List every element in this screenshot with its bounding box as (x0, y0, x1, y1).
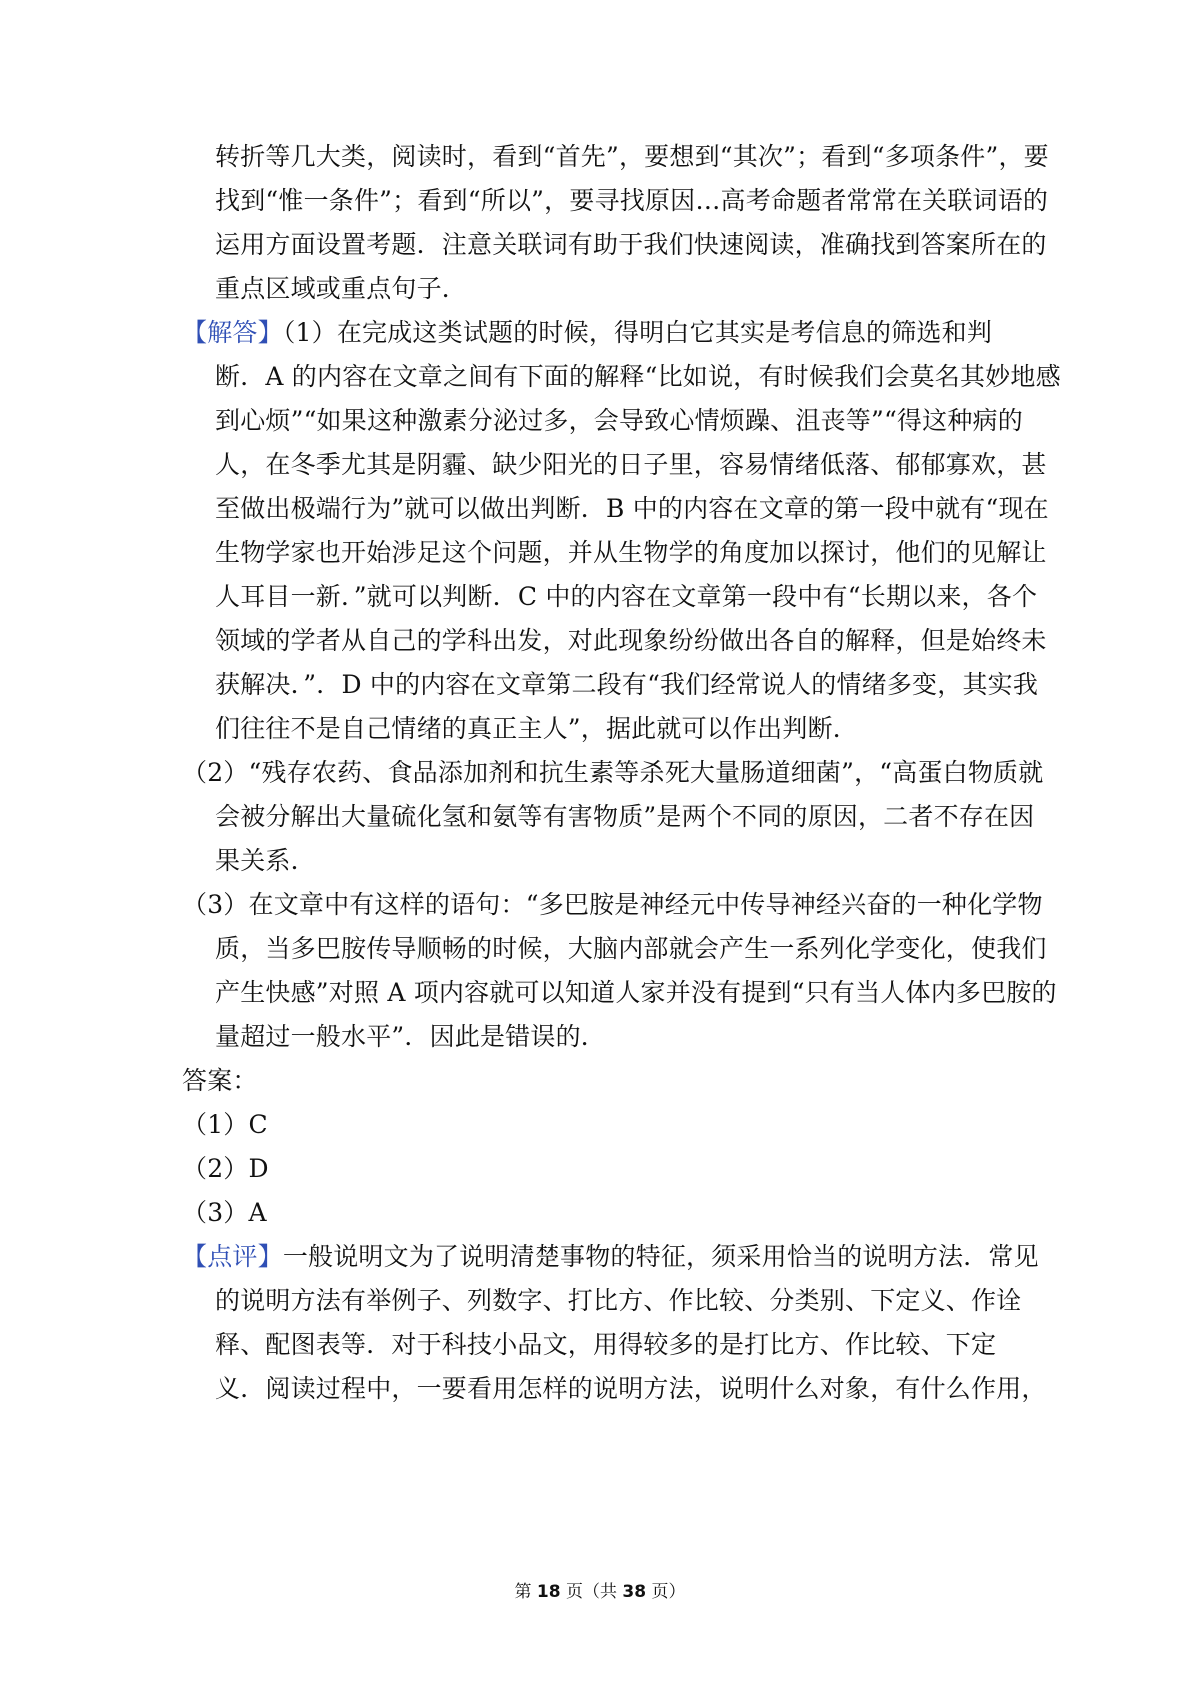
solution-line: 领域的学者从自己的学科出发，对此现象纷纷做出各自的解释，但是始终未 (215, 626, 1047, 655)
comment-tag: 【点评】 (182, 1242, 283, 1271)
page-footer (0, 1580, 1200, 1604)
answer-item: （1）C (182, 1110, 268, 1139)
answers-label: 答案： (182, 1066, 258, 1095)
analysis-line: 重点区域或重点句子． (215, 274, 468, 303)
footer-middle: 页（共 (566, 1582, 617, 1602)
part3-line: 质，当多巴胺传导顺畅的时候，大脑内部就会产生一系列化学变化，使我们 (215, 934, 1047, 963)
answer-item: （2）D (182, 1154, 269, 1183)
footer-page-number: 18 (536, 1582, 561, 1602)
comment-line: 释、配图表等．对于科技小品文，用得较多的是打比方、作比较、下定 (215, 1330, 997, 1359)
solution-line: 至做出极端行为”就可以做出判断．B 中的内容在文章的第一段中就有“现在 (215, 494, 1049, 523)
solution-line: 获解决．”．D 中的内容在文章第二段有“我们经常说人的情绪多变，其实我 (215, 670, 1039, 699)
solution-line: 们往往不是自己情绪的真正主人”，据此就可以作出判断． (215, 714, 858, 743)
solution-line: 到心烦”“如果这种激素分泌过多，会导致心情烦躁、沮丧等”“得这种病的 (215, 406, 1023, 435)
solution-tag: 【解答】 (182, 318, 283, 347)
analysis-line: 运用方面设置考题．注意关联词有助于我们快速阅读，准确找到答案所在的 (215, 230, 1047, 259)
part2-line: 果关系． (215, 846, 316, 875)
comment-line: 的说明方法有举例子、列数字、打比方、作比较、分类别、下定义、作诠 (215, 1286, 1022, 1315)
footer-prefix: 第 (514, 1582, 532, 1602)
comment-first-text: 一般说明文为了说明清楚事物的特征，须采用恰当的说明方法．常见 (282, 1242, 1039, 1271)
analysis-line: 找到“惟一条件”；看到“所以”，要寻找原因…高考命题者常常在关联词语的 (215, 186, 1049, 215)
part3-line: 产生快感”对照 A 项内容就可以知道人家并没有提到“只有当人体内多巴胺的 (215, 978, 1057, 1007)
solution-first-text: （1）在完成这类试题的时候，得明白它其实是考信息的筛选和判 (282, 318, 993, 347)
part2-first-line: （2）“残存农药、食品添加剂和抗生素等杀死大量肠道细菌”，“高蛋白物质就 (182, 758, 1044, 787)
footer-total-pages: 38 (622, 1582, 647, 1602)
analysis-line: 转折等几大类，阅读时，看到“首先”，要想到“其次”；看到“多项条件”，要 (215, 142, 1049, 171)
part3-line: 量超过一般水平”．因此是错误的． (215, 1022, 606, 1051)
comment-line: 义．阅读过程中，一要看用怎样的说明方法，说明什么对象，有什么作用， (215, 1374, 1047, 1403)
solution-line: 生物学家也开始涉足这个问题，并从生物学的角度加以探讨，他们的见解让 (215, 538, 1047, 567)
answer-item: （3）A (182, 1198, 267, 1227)
solution-first-line (182, 316, 992, 350)
solution-line: 断．A 的内容在文章之间有下面的解释“比如说，有时候我们会莫名其妙地感 (215, 362, 1061, 391)
footer-suffix: 页） (651, 1582, 686, 1602)
part3-first-line: （3）在文章中有这样的语句：“多巴胺是神经元中传导神经兴奋的一种化学物 (182, 890, 1043, 919)
comment-first-line (182, 1240, 1039, 1274)
solution-line: 人，在冬季尤其是阴霾、缺少阳光的日子里，容易情绪低落、郁郁寡欢，甚 (215, 450, 1047, 479)
solution-line: 人耳目一新．”就可以判断．C 中的内容在文章第一段中有“长期以来，各个 (215, 582, 1038, 611)
part2-line: 会被分解出大量硫化氢和氨等有害物质”是两个不同的原因，二者不存在因 (215, 802, 1035, 831)
